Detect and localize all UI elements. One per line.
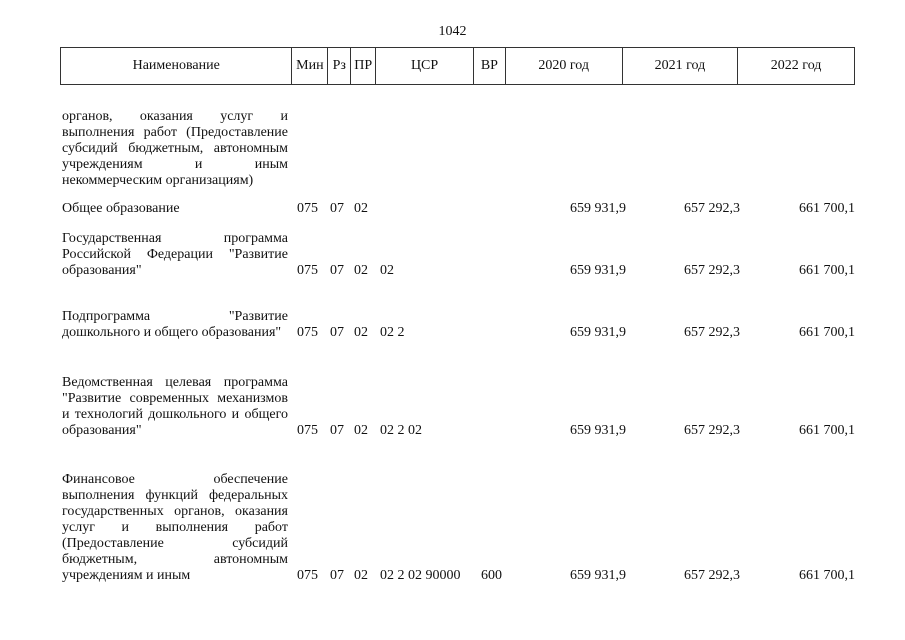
cell-2021: 657 292,3 xyxy=(684,263,740,278)
cell-2021: 657 292,3 xyxy=(684,201,740,216)
cell-csr: 02 2 xyxy=(380,325,405,340)
header-name: Наименование xyxy=(61,48,292,84)
cell-csr: 02 2 02 90000 xyxy=(380,568,461,583)
cell-min: 075 xyxy=(297,201,318,216)
header-vr: ВР xyxy=(474,48,506,84)
cell-min: 075 xyxy=(297,568,318,583)
cell-pr: 02 xyxy=(354,263,368,278)
cell-2020: 659 931,9 xyxy=(570,263,626,278)
cell-2022: 661 700,1 xyxy=(799,325,855,340)
cell-rz: 07 xyxy=(330,568,344,583)
cell-2021: 657 292,3 xyxy=(684,568,740,583)
table-header xyxy=(60,47,855,85)
cell-2021: 657 292,3 xyxy=(684,325,740,340)
cell-rz: 07 xyxy=(330,263,344,278)
cell-pr: 02 xyxy=(354,423,368,438)
header-rz: Рз xyxy=(328,48,351,84)
header-csr: ЦСР xyxy=(376,48,474,84)
cell-min: 075 xyxy=(297,423,318,438)
cell-min: 075 xyxy=(297,263,318,278)
cell-csr: 02 xyxy=(380,263,394,278)
cell-2020: 659 931,9 xyxy=(570,568,626,583)
header-2022: 2022 год xyxy=(770,58,822,73)
cell-2022: 661 700,1 xyxy=(799,568,855,583)
cell-rz: 07 xyxy=(330,423,344,438)
row-name: Общее образование xyxy=(62,201,180,216)
cell-csr: 02 2 02 xyxy=(380,423,422,438)
cell-2020: 659 931,9 xyxy=(570,201,626,216)
cell-2022: 661 700,1 xyxy=(799,201,855,216)
row-name: органов, оказания услуг и выполнения работ (Предоставление субсидий бюджетным, автономным учреждениям и иным некоммерческим организациям) xyxy=(62,109,288,188)
row-name: Государственная программа Российской Федерации "Развитие образования" xyxy=(62,231,288,278)
cell-2020: 659 931,9 xyxy=(570,423,626,438)
cell-2020: 659 931,9 xyxy=(570,325,626,340)
cell-rz: 07 xyxy=(330,201,344,216)
cell-rz: 07 xyxy=(330,325,344,340)
cell-2022: 661 700,1 xyxy=(799,263,855,278)
cell-pr: 02 xyxy=(354,201,368,216)
header-min: Мин xyxy=(292,48,328,84)
page-number: 1042 xyxy=(438,24,467,39)
row-name: Подпрограмма "Развитие дошкольного и общего образования" xyxy=(62,309,288,340)
cell-2022: 661 700,1 xyxy=(799,423,855,438)
header-2021: 2021 год xyxy=(623,48,739,84)
row-name: Ведомственная целевая программа "Развитие современных механизмов и технологий дошкольного и общего образования" xyxy=(62,375,288,438)
cell-2021: 657 292,3 xyxy=(684,423,740,438)
cell-pr: 02 xyxy=(354,568,368,583)
cell-min: 075 xyxy=(297,325,318,340)
row-name: Финансовое обеспечение выполнения функций федеральных государственных органов, оказания услуг и выполнения работ (Предоставление субсидий бюджетным, автономным учреждениям и иным xyxy=(62,472,288,583)
header-pr: ПР xyxy=(351,48,376,84)
cell-vr: 600 xyxy=(481,568,502,583)
cell-pr: 02 xyxy=(354,325,368,340)
header-2020: 2020 год xyxy=(506,48,623,84)
